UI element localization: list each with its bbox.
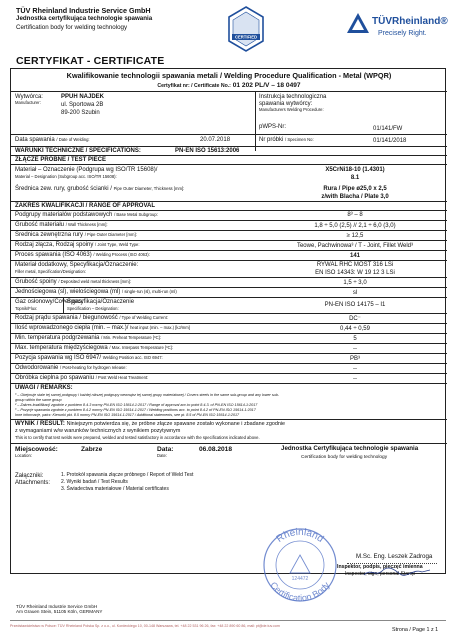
range-value-weld-thickness: 1,5 ÷ 3,0 [343, 280, 367, 286]
location-label: Miejscowość: [15, 446, 58, 453]
range-value-thickness: 1,8 ÷ 5,0 (2,5) // 2,1 ÷ 6,0 (3,0) [314, 223, 396, 229]
certification-stamp-icon [254, 525, 346, 603]
range-value-joint: Teowe, Pachwinowa³ / T - Joint, Fillet Weld³ [296, 243, 414, 249]
range-row-flux: Topnik/Flux: [15, 306, 38, 311]
remark-line-1: ³ – Obejmuje stale tej samej podgrupy i każdej niższej podgrupy wewnątrz tej samej grupy materiałowej / Covers steels in the same sub-group and any lower sub- [15, 393, 279, 397]
stamp-number: 124472 [291, 576, 309, 582]
range-row-post-heating: Odwodorowanie / Post-heating for hydrogen release: [15, 365, 127, 371]
range-row-interpass: Max. temperatura międzyściegowa / Max. Interpass Temperature [ºC]: [15, 345, 173, 351]
material-label: Materiał – Oznaczenie (Podgrupa wg ISO/TR 15608)/ [15, 167, 158, 173]
welding-date-value: 20.07.2018 [200, 137, 231, 143]
material-subgroup: 8.1 [350, 175, 360, 181]
specifications-label: WARUNKI TECHNICZNE / SPECIFICATIONS: [15, 148, 141, 154]
attachments-label-en: Attachments: [15, 480, 51, 486]
range-row-preheat: Min. temperatura podgrzewania / Min. Preheat Temperature [ºC]: [15, 335, 161, 341]
range-row-weld-thickness: Grubość spoiny / Deposited weld metal thickness [mm]: [15, 279, 131, 285]
stamp-bottom-text: Certification Body [268, 580, 332, 603]
range-row-runs: Jednościegowa (sl), wielościegowa (ml) / single-run (sl), multi-run (ml) [15, 289, 177, 295]
stamp-top-text: Rheinland [274, 526, 326, 545]
range-row-joint: Rodzaj złącza, Rodzaj spoiny / Joint Type, Weld Type: [15, 242, 140, 248]
instruction-label: Instrukcja technologiczna [259, 94, 327, 100]
pwps-value: 01/141/FW [373, 126, 403, 132]
certificate-number: Certyfikat nr: / Certificate No.: 01 202 PL/V – 18 0497 [157, 82, 301, 89]
remark-line-4: ³ – Pozycje spawania zgodnie z punktem 8.4.2 normy PN-EN ISO 15614-1:2017 / Welding positions acc. to point 8.4.2 of PN-EN ISO 15614-1:2017 [15, 408, 256, 412]
range-row-gas: Gaz osłonowy/Cover gas: [15, 299, 84, 305]
certified-seal-icon [226, 5, 266, 53]
page-number: Strona / Page 1 z 1 [392, 627, 439, 633]
manufacturer-city: 89-200 Szubin [61, 110, 100, 116]
range-value-pwht: -- [353, 376, 357, 382]
range-row-filler-en: Filler metal, Specification/Designation: [15, 269, 86, 274]
range-row-current: Rodzaj prądu spawania / biegunowość / Type of Welding Current: [15, 315, 168, 321]
range-value-filler-2: EN ISO 14343: W 19 12 3 LSi [315, 270, 395, 276]
range-row-filler: Materiał dodatkowy, Specyfikacja/Oznaczenie: [15, 262, 139, 268]
diameter-label: Średnica zew. rury, grubość ścianki / Pipe Outer Diameter, Thickness [mm]: [15, 186, 185, 192]
result-line-1: WYNIK / RESULT: Niniejszym potwierdza się, że próbne złącze spawane zostało wykonane i zbadane zgodnie [15, 421, 286, 427]
range-value-gas: PN-EN ISO 14175 – I1 [324, 302, 386, 308]
manufacturer-street: ul. Sportowa 2B [61, 102, 104, 108]
issue-date-label-en: Date: [157, 453, 168, 458]
range-row-gas-spec-en: Specification – Designation: [67, 306, 119, 311]
issuer-unit-pl: Jednostka certyfikująca technologie spawania [16, 15, 153, 22]
issue-date-value: 06.08.2018 [199, 446, 233, 453]
range-value-post-heating: -- [353, 366, 357, 372]
issue-date-label: Data: [157, 446, 174, 453]
location-label-en: Location: [15, 453, 32, 458]
issuer-name: TÜV Rheinland Industrie Service GmbH [16, 6, 151, 15]
brand-tagline: Precisely Right. [378, 30, 427, 37]
welding-date-label: Data spawania / Date of Welding: [15, 137, 90, 143]
remarks-heading: UWAGI / REMARKS: [15, 385, 73, 391]
remark-line-3: ² – Zakres kwalifikacji zgodnie z punktem 8.4.3 normy PN-EN ISO 15614-1:2017 / Range of approval acc.to point 8.4.3. of PN-EN ISO 15614-1:2017 [15, 403, 258, 407]
range-value-preheat: 5 [353, 336, 357, 342]
remark-line-5: Inne informacje, patrz: Kierunki pkt. 8.5 normy PN-EN ISO 15614-1:2017 / Additional statements, see pt. 8.5 of PN-EN ISO 15614-1:2017 [15, 413, 240, 417]
pwps-label: pWPS-Nr: [259, 124, 286, 130]
remark-line-2: group within the same group [15, 398, 62, 402]
result-line-3: This is to certify that test welds were prepared, welded and tested satisfactory in accordance with the specifications indicated above. [15, 435, 260, 440]
footer-fine-print: Przedstawicielstwo w Polsce: TÜV Rheinland Polska Sp. z o.o., ul. Kordeckiego 10, 00-148 Warszawa, tel. +48 22 531 96 26, fax: +48 22 890 60 86, mail: pt@de.tuv.com [10, 624, 280, 628]
instruction-label-en: Manufacturers Welding Procedure: [259, 107, 324, 112]
instruction-label-2: spawania wytwórcy: [259, 101, 313, 107]
range-row-thickness: Grubość materiału / Wall Thickness [mm]: [15, 222, 108, 228]
range-value-base-metal: 8³ – 8 [347, 212, 363, 218]
location-value: Zabrze [81, 446, 103, 453]
attachment-1: 1. Protokół spawania złącze próbnego / Report of Weld Test [61, 472, 194, 478]
brand-logo [346, 10, 446, 44]
signer-name: M.Sc. Eng. Leszek Zadroga [356, 553, 433, 560]
result-line-2: z wymaganiami w/w warunków technicznych z wynikiem pozytywnym [15, 428, 181, 434]
range-row-heat-input: Ilość wprowadzonego ciepła (min. – max.)/ heat input (min. – max.) [kJ/mm] [15, 325, 190, 331]
seal-label: CERTIFIED [234, 34, 258, 40]
range-row-base-metal: Podgrupy materiałów podstawowych / Base Metal Subgroup: [15, 212, 158, 218]
qualification-heading: Kwalifikowanie technologii spawania metali / Welding Procedure Qualification - Metal (WPQR) [66, 71, 392, 80]
brand-name: TÜVRheinland® [372, 16, 448, 27]
specimen-label: Nr próbki / Specimen No: [259, 137, 314, 143]
certificate-body [10, 68, 446, 577]
diameter-value-2: z/with Blacha / Plate 3,0 [321, 194, 389, 200]
range-row-process: Proces spawania (ISO 4063) / Welding Process (ISO 4063): [15, 252, 150, 258]
certification-body: Jednostka Certyfikująca technologie spawania [281, 445, 419, 452]
triangle-logo-icon [346, 12, 370, 34]
material-label-en: Material – Designation (Subgroup acc. ISO/TR 15608): [15, 174, 117, 179]
attachments-label: Załączniki: [15, 473, 44, 479]
range-value-interpass: -- [353, 346, 357, 352]
manufacturer-name: PPUH NAJDEK [61, 94, 105, 100]
range-value-heat-input: 0,44 ÷ 0,59 [340, 326, 370, 332]
diameter-value: Rura / Pipe ø25,0 x 2,5 [323, 186, 387, 192]
specimen-value: 01/141/2018 [373, 138, 407, 144]
range-row-position: Pozycja spawania wg ISO 6947/ Welding Position acc. ISO 6947: [15, 355, 163, 361]
range-value-runs: sl [352, 290, 358, 296]
range-value-diameter: ≥ 12,5 [346, 233, 364, 239]
signer-role-en: Inspector, sign, personal Stamp [345, 571, 416, 577]
manufacturer-label: Wytwórca: [15, 94, 43, 100]
document-title: CERTYFIKAT - CERTIFICATE [16, 55, 165, 67]
specifications-value: PN-EN ISO 15613:2006 [175, 148, 240, 154]
range-row-diameter: Średnica zewnętrzna rury / Pipe Outer Diameter [mm]: [15, 232, 137, 238]
range-row-gas-spec: Specyfikacja/Oznaczenie [67, 299, 135, 305]
issuer-unit-en: Certification body for welding technology [16, 24, 128, 31]
range-value-filler: RYWAL RHC MOST 316 LSi [316, 262, 394, 268]
range-value-position: PB³ [349, 356, 360, 362]
test-piece-heading: ZŁĄCZE PRÓBNE / TEST PIECE [15, 157, 107, 163]
footer-address: TÜV Rheinland Industrie Service GmbH Am Grauen Stein, 51105 Köln, GERMANY [16, 604, 103, 614]
certification-body-en: Certification body for welding technology [301, 455, 388, 460]
manufacturer-label-en: Manufacturer: [15, 100, 41, 105]
range-value-current: DC⁻ [349, 316, 361, 322]
signer-role-pl: Inspektor, podpis, pieczęć imienna [337, 564, 423, 570]
signature-icon [362, 565, 432, 577]
attachment-2: 2. Wyniki badań / Test Results [61, 479, 128, 485]
range-value-process: 141 [349, 253, 360, 259]
range-row-pwht: Obróbka cieplna po spawaniu / Post Weld Heat Treatment: [15, 375, 149, 381]
attachment-3: 3. Świadectwa materiałowe / Material certificates [61, 486, 169, 492]
range-heading: ZAKRES KWALIFIKACJI / RANGE OF APPROVAL [15, 203, 156, 209]
material-value: X5CrNi18-10 (1.4301) [325, 167, 385, 173]
